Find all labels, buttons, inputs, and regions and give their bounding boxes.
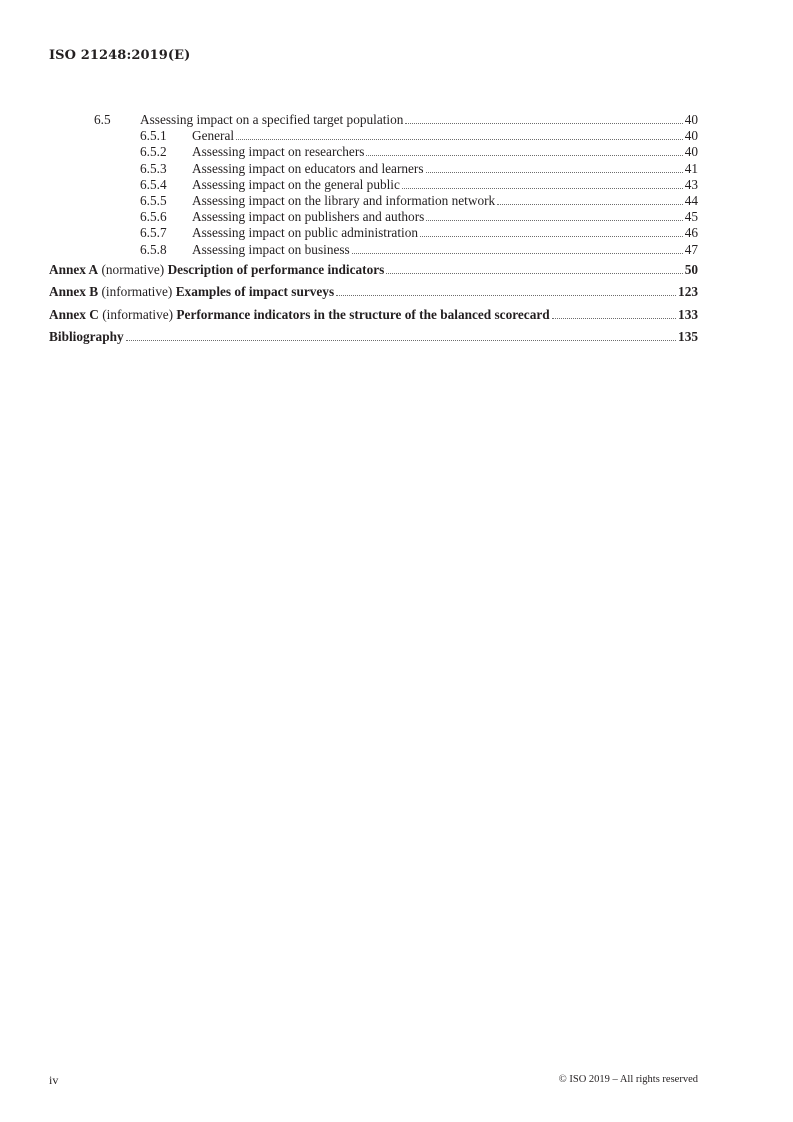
toc-title: Assessing impact on the library and information network — [192, 193, 496, 209]
toc-entry-6-5-3[interactable] — [49, 161, 698, 177]
toc-page: 43 — [684, 176, 698, 192]
toc-leader-dots — [552, 318, 676, 319]
toc-leader-dots — [420, 236, 683, 237]
toc-number: 6.5.4 — [140, 176, 167, 192]
toc-title: General — [192, 128, 235, 144]
annex-title: Examples of impact surveys — [175, 284, 335, 300]
table-of-contents — [49, 112, 698, 349]
toc-page: 135 — [678, 329, 698, 345]
annex-type: (informative) — [101, 284, 173, 300]
toc-number: 6.5.7 — [140, 225, 167, 241]
toc-leader-dots — [236, 139, 683, 140]
toc-leader-dots — [352, 253, 683, 254]
toc-page: 40 — [684, 128, 698, 144]
toc-leader-dots — [126, 340, 676, 341]
toc-entry-6-5-7[interactable] — [49, 225, 698, 241]
annex-title: Description of performance indicators — [167, 261, 385, 277]
toc-leader-dots — [336, 295, 676, 296]
annex-label: Annex C — [49, 306, 99, 322]
page-number: iv — [49, 1073, 59, 1087]
toc-title: Assessing impact on public administration — [192, 225, 419, 241]
document-id-header: ISO 21248:2019(E) — [49, 48, 191, 63]
bibliography-title: Bibliography — [49, 329, 124, 345]
toc-page: 123 — [678, 284, 698, 300]
toc-page: 44 — [684, 193, 698, 209]
toc-entry-annex-a[interactable] — [49, 259, 698, 282]
toc-leader-dots — [405, 123, 682, 124]
toc-entry-6-5-6[interactable] — [49, 209, 698, 225]
toc-entry-bibliography[interactable] — [49, 326, 698, 349]
toc-title: Assessing impact on a specified target population — [140, 112, 404, 127]
toc-entry-annex-c[interactable] — [49, 304, 698, 327]
toc-number: 6.5.2 — [140, 144, 167, 160]
toc-page: 41 — [684, 160, 698, 176]
toc-page: 50 — [684, 261, 698, 277]
toc-number: 6.5 — [94, 112, 111, 127]
toc-page: 133 — [678, 306, 698, 322]
toc-number: 6.5.1 — [140, 128, 167, 144]
toc-number: 6.5.5 — [140, 193, 167, 209]
toc-leader-dots — [426, 220, 682, 221]
toc-page: 46 — [684, 225, 698, 241]
toc-page: 40 — [684, 112, 698, 127]
toc-entry-6-5-5[interactable] — [49, 193, 698, 209]
toc-leader-dots — [386, 273, 682, 274]
toc-number: 6.5.6 — [140, 209, 167, 225]
toc-leader-dots — [426, 172, 683, 173]
toc-entry-annex-b[interactable] — [49, 281, 698, 304]
toc-entry-6-5-8[interactable] — [49, 242, 698, 258]
toc-title: Assessing impact on publishers and authors — [192, 209, 425, 225]
toc-number: 6.5.3 — [140, 160, 167, 176]
annex-type: (informative) — [102, 306, 174, 322]
annex-type: (normative) — [101, 261, 165, 277]
toc-leader-dots — [402, 188, 683, 189]
annex-title: Performance indicators in the structure of the balanced scorecard — [176, 306, 550, 322]
toc-entry-6-5-2[interactable] — [49, 144, 698, 160]
toc-title: Assessing impact on educators and learners — [192, 160, 424, 176]
toc-entry-6-5-4[interactable] — [49, 177, 698, 193]
toc-entry-6-5-1[interactable] — [49, 128, 698, 144]
toc-leader-dots — [497, 204, 683, 205]
annex-label: Annex A — [49, 261, 99, 277]
toc-page: 45 — [684, 209, 698, 225]
toc-page: 40 — [684, 144, 698, 160]
toc-title: Assessing impact on researchers — [192, 144, 365, 160]
toc-number: 6.5.8 — [140, 241, 167, 257]
toc-page: 47 — [684, 241, 698, 257]
copyright-notice: © ISO 2019 – All rights reserved — [558, 1074, 698, 1085]
toc-title: Assessing impact on business — [192, 241, 350, 257]
toc-entry-6-5[interactable] — [49, 112, 698, 128]
toc-title: Assessing impact on the general public — [192, 176, 400, 192]
toc-leader-dots — [366, 155, 682, 156]
annex-label: Annex B — [49, 284, 99, 300]
